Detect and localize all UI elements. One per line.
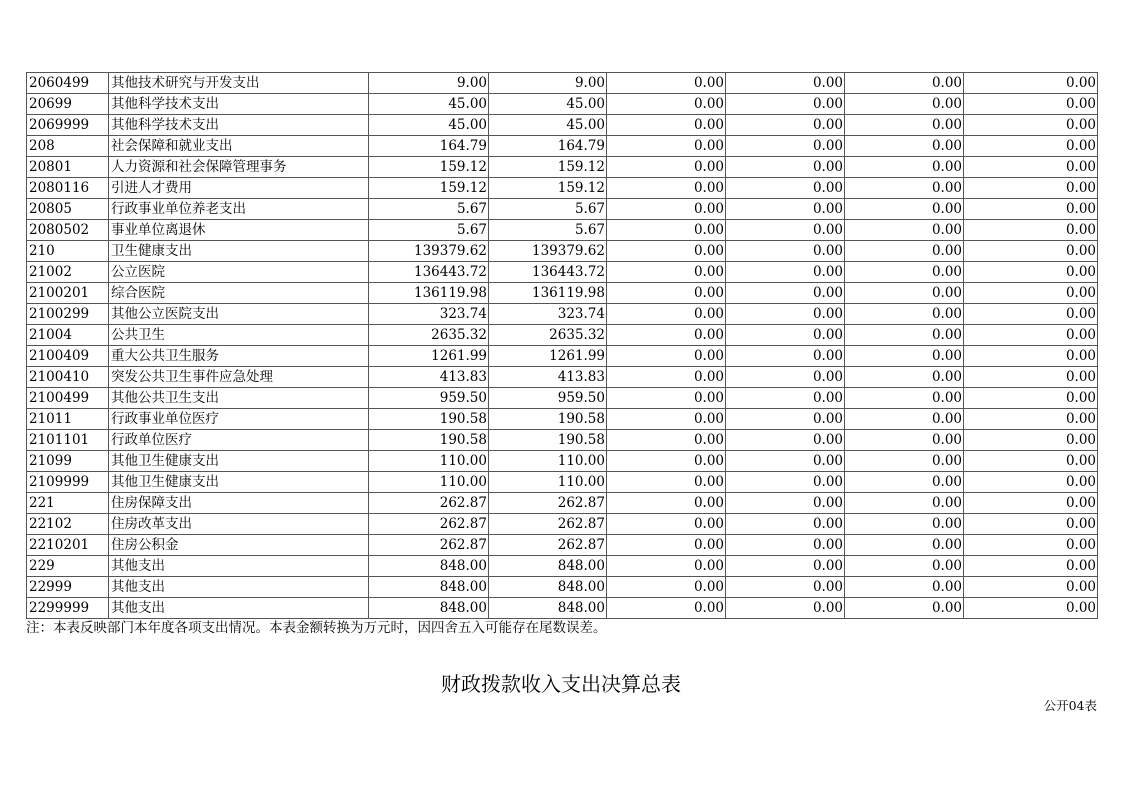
amount-cell-2: 5.67 <box>489 199 607 220</box>
amount-cell-4: 0.00 <box>726 136 845 157</box>
subject-code-cell: 221 <box>27 493 109 514</box>
amount-cell-3: 0.00 <box>607 556 726 577</box>
amount-cell-3: 0.00 <box>607 535 726 556</box>
amount-cell-1: 136119.98 <box>369 283 489 304</box>
table-row <box>27 199 1098 220</box>
amount-cell-6: 0.00 <box>964 283 1098 304</box>
amount-cell-3: 0.00 <box>607 304 726 325</box>
amount-cell-4: 0.00 <box>726 514 845 535</box>
amount-cell-4: 0.00 <box>726 388 845 409</box>
table-row <box>27 409 1098 430</box>
amount-cell-5: 0.00 <box>845 115 964 136</box>
table-row <box>27 367 1098 388</box>
amount-cell-2: 159.12 <box>489 157 607 178</box>
amount-cell-1: 110.00 <box>369 451 489 472</box>
subject-name-cell: 公立医院 <box>109 262 369 283</box>
amount-cell-1: 262.87 <box>369 493 489 514</box>
subject-name-cell: 住房保障支出 <box>109 493 369 514</box>
amount-cell-5: 0.00 <box>845 598 964 619</box>
table-row <box>27 262 1098 283</box>
subject-name-cell: 其他支出 <box>109 556 369 577</box>
amount-cell-2: 1261.99 <box>489 346 607 367</box>
table-row <box>27 136 1098 157</box>
amount-cell-5: 0.00 <box>845 367 964 388</box>
subject-code-cell: 21002 <box>27 262 109 283</box>
subject-name-cell: 其他科学技术支出 <box>109 94 369 115</box>
subject-name-cell: 行政单位医疗 <box>109 430 369 451</box>
subject-code-cell: 2069999 <box>27 115 109 136</box>
subject-code-cell: 20805 <box>27 199 109 220</box>
amount-cell-3: 0.00 <box>607 178 726 199</box>
amount-cell-3: 0.00 <box>607 262 726 283</box>
amount-cell-6: 0.00 <box>964 262 1098 283</box>
amount-cell-1: 9.00 <box>369 73 489 94</box>
amount-cell-6: 0.00 <box>964 136 1098 157</box>
amount-cell-5: 0.00 <box>845 304 964 325</box>
amount-cell-4: 0.00 <box>726 199 845 220</box>
amount-cell-5: 0.00 <box>845 73 964 94</box>
table-row <box>27 514 1098 535</box>
table-row <box>27 598 1098 619</box>
amount-cell-3: 0.00 <box>607 157 726 178</box>
amount-cell-6: 0.00 <box>964 325 1098 346</box>
amount-cell-4: 0.00 <box>726 241 845 262</box>
amount-cell-5: 0.00 <box>845 493 964 514</box>
amount-cell-5: 0.00 <box>845 94 964 115</box>
amount-cell-2: 413.83 <box>489 367 607 388</box>
subject-name-cell: 其他科学技术支出 <box>109 115 369 136</box>
subject-code-cell: 20699 <box>27 94 109 115</box>
amount-cell-6: 0.00 <box>964 472 1098 493</box>
amount-cell-1: 848.00 <box>369 556 489 577</box>
amount-cell-6: 0.00 <box>964 535 1098 556</box>
amount-cell-3: 0.00 <box>607 367 726 388</box>
table-row <box>27 283 1098 304</box>
amount-cell-2: 139379.62 <box>489 241 607 262</box>
subject-code-cell: 2100409 <box>27 346 109 367</box>
amount-cell-6: 0.00 <box>964 598 1098 619</box>
amount-cell-1: 262.87 <box>369 535 489 556</box>
amount-cell-4: 0.00 <box>726 346 845 367</box>
subject-code-cell: 2210201 <box>27 535 109 556</box>
subject-code-cell: 208 <box>27 136 109 157</box>
amount-cell-6: 0.00 <box>964 451 1098 472</box>
subject-code-cell: 21004 <box>27 325 109 346</box>
subject-name-cell: 行政事业单位医疗 <box>109 409 369 430</box>
table-row <box>27 241 1098 262</box>
subject-code-cell: 229 <box>27 556 109 577</box>
amount-cell-5: 0.00 <box>845 220 964 241</box>
table-number-label: 公开04表 <box>1043 698 1097 713</box>
subject-name-cell: 公共卫生 <box>109 325 369 346</box>
amount-cell-2: 164.79 <box>489 136 607 157</box>
subject-code-cell: 2109999 <box>27 472 109 493</box>
subject-name-cell: 综合医院 <box>109 283 369 304</box>
subject-name-cell: 重大公共卫生服务 <box>109 346 369 367</box>
amount-cell-4: 0.00 <box>726 409 845 430</box>
amount-cell-4: 0.00 <box>726 451 845 472</box>
subject-name-cell: 其他支出 <box>109 577 369 598</box>
amount-cell-5: 0.00 <box>845 136 964 157</box>
table-row <box>27 73 1098 94</box>
table-footnote: 注：本表反映部门本年度各项支出情况。本表金额转换为万元时，因四舍五入可能存在尾数误差。 <box>26 620 607 636</box>
amount-cell-5: 0.00 <box>845 346 964 367</box>
amount-cell-2: 959.50 <box>489 388 607 409</box>
table-row <box>27 325 1098 346</box>
amount-cell-3: 0.00 <box>607 430 726 451</box>
amount-cell-2: 45.00 <box>489 94 607 115</box>
subject-name-cell: 行政事业单位养老支出 <box>109 199 369 220</box>
subject-code-cell: 2100499 <box>27 388 109 409</box>
amount-cell-6: 0.00 <box>964 178 1098 199</box>
amount-cell-3: 0.00 <box>607 115 726 136</box>
subject-code-cell: 20801 <box>27 157 109 178</box>
amount-cell-2: 262.87 <box>489 535 607 556</box>
subject-name-cell: 引进人才费用 <box>109 178 369 199</box>
table-row <box>27 430 1098 451</box>
subject-name-cell: 其他技术研究与开发支出 <box>109 73 369 94</box>
amount-cell-6: 0.00 <box>964 409 1098 430</box>
table-row <box>27 304 1098 325</box>
amount-cell-1: 1261.99 <box>369 346 489 367</box>
amount-cell-4: 0.00 <box>726 178 845 199</box>
amount-cell-6: 0.00 <box>964 94 1098 115</box>
amount-cell-5: 0.00 <box>845 241 964 262</box>
amount-cell-2: 262.87 <box>489 514 607 535</box>
amount-cell-2: 190.58 <box>489 409 607 430</box>
amount-cell-2: 136119.98 <box>489 283 607 304</box>
table-row <box>27 388 1098 409</box>
amount-cell-5: 0.00 <box>845 199 964 220</box>
amount-cell-5: 0.00 <box>845 556 964 577</box>
amount-cell-2: 848.00 <box>489 577 607 598</box>
amount-cell-2: 5.67 <box>489 220 607 241</box>
amount-cell-3: 0.00 <box>607 199 726 220</box>
amount-cell-2: 9.00 <box>489 73 607 94</box>
amount-cell-2: 323.74 <box>489 304 607 325</box>
amount-cell-2: 262.87 <box>489 493 607 514</box>
amount-cell-3: 0.00 <box>607 220 726 241</box>
amount-cell-4: 0.00 <box>726 115 845 136</box>
subject-code-cell: 2080502 <box>27 220 109 241</box>
amount-cell-1: 159.12 <box>369 178 489 199</box>
table-row <box>27 451 1098 472</box>
amount-cell-6: 0.00 <box>964 577 1098 598</box>
amount-cell-3: 0.00 <box>607 241 726 262</box>
subject-code-cell: 2100201 <box>27 283 109 304</box>
amount-cell-4: 0.00 <box>726 325 845 346</box>
amount-cell-1: 262.87 <box>369 514 489 535</box>
amount-cell-1: 2635.32 <box>369 325 489 346</box>
amount-cell-5: 0.00 <box>845 178 964 199</box>
table-row <box>27 472 1098 493</box>
next-table-title: 财政拨款收入支出决算总表 <box>441 672 681 696</box>
amount-cell-1: 323.74 <box>369 304 489 325</box>
amount-cell-4: 0.00 <box>726 262 845 283</box>
amount-cell-6: 0.00 <box>964 199 1098 220</box>
table-row <box>27 493 1098 514</box>
amount-cell-1: 159.12 <box>369 157 489 178</box>
table-row <box>27 535 1098 556</box>
subject-name-cell: 事业单位离退休 <box>109 220 369 241</box>
amount-cell-6: 0.00 <box>964 367 1098 388</box>
subject-name-cell: 其他卫生健康支出 <box>109 472 369 493</box>
amount-cell-5: 0.00 <box>845 409 964 430</box>
subject-name-cell: 其他支出 <box>109 598 369 619</box>
amount-cell-6: 0.00 <box>964 241 1098 262</box>
amount-cell-4: 0.00 <box>726 472 845 493</box>
amount-cell-1: 959.50 <box>369 388 489 409</box>
amount-cell-1: 45.00 <box>369 115 489 136</box>
amount-cell-3: 0.00 <box>607 472 726 493</box>
subject-code-cell: 2100410 <box>27 367 109 388</box>
subject-code-cell: 22102 <box>27 514 109 535</box>
amount-cell-1: 139379.62 <box>369 241 489 262</box>
amount-cell-3: 0.00 <box>607 346 726 367</box>
amount-cell-5: 0.00 <box>845 430 964 451</box>
amount-cell-6: 0.00 <box>964 556 1098 577</box>
subject-name-cell: 其他公共卫生支出 <box>109 388 369 409</box>
amount-cell-2: 110.00 <box>489 472 607 493</box>
subject-name-cell: 住房改革支出 <box>109 514 369 535</box>
amount-cell-3: 0.00 <box>607 388 726 409</box>
amount-cell-1: 848.00 <box>369 577 489 598</box>
expenditure-table <box>26 72 1098 619</box>
amount-cell-4: 0.00 <box>726 304 845 325</box>
amount-cell-3: 0.00 <box>607 493 726 514</box>
amount-cell-3: 0.00 <box>607 451 726 472</box>
subject-name-cell: 住房公积金 <box>109 535 369 556</box>
amount-cell-3: 0.00 <box>607 577 726 598</box>
table-row <box>27 94 1098 115</box>
subject-name-cell: 其他公立医院支出 <box>109 304 369 325</box>
amount-cell-3: 0.00 <box>607 514 726 535</box>
amount-cell-1: 110.00 <box>369 472 489 493</box>
amount-cell-5: 0.00 <box>845 157 964 178</box>
amount-cell-1: 848.00 <box>369 598 489 619</box>
amount-cell-4: 0.00 <box>726 535 845 556</box>
subject-code-cell: 2080116 <box>27 178 109 199</box>
amount-cell-5: 0.00 <box>845 577 964 598</box>
amount-cell-4: 0.00 <box>726 283 845 304</box>
amount-cell-1: 190.58 <box>369 430 489 451</box>
amount-cell-1: 5.67 <box>369 199 489 220</box>
amount-cell-4: 0.00 <box>726 157 845 178</box>
subject-name-cell: 社会保障和就业支出 <box>109 136 369 157</box>
amount-cell-2: 159.12 <box>489 178 607 199</box>
subject-code-cell: 21099 <box>27 451 109 472</box>
amount-cell-4: 0.00 <box>726 367 845 388</box>
amount-cell-1: 136443.72 <box>369 262 489 283</box>
amount-cell-2: 45.00 <box>489 115 607 136</box>
table-row <box>27 556 1098 577</box>
amount-cell-6: 0.00 <box>964 493 1098 514</box>
table-row <box>27 346 1098 367</box>
subject-code-cell: 210 <box>27 241 109 262</box>
amount-cell-4: 0.00 <box>726 577 845 598</box>
amount-cell-6: 0.00 <box>964 115 1098 136</box>
amount-cell-2: 848.00 <box>489 556 607 577</box>
amount-cell-6: 0.00 <box>964 220 1098 241</box>
subject-code-cell: 2101101 <box>27 430 109 451</box>
amount-cell-5: 0.00 <box>845 514 964 535</box>
amount-cell-4: 0.00 <box>726 556 845 577</box>
amount-cell-4: 0.00 <box>726 430 845 451</box>
amount-cell-6: 0.00 <box>964 514 1098 535</box>
amount-cell-6: 0.00 <box>964 346 1098 367</box>
table-row <box>27 115 1098 136</box>
amount-cell-3: 0.00 <box>607 73 726 94</box>
amount-cell-5: 0.00 <box>845 451 964 472</box>
subject-code-cell: 2060499 <box>27 73 109 94</box>
amount-cell-4: 0.00 <box>726 73 845 94</box>
subject-code-cell: 22999 <box>27 577 109 598</box>
amount-cell-4: 0.00 <box>726 493 845 514</box>
amount-cell-4: 0.00 <box>726 598 845 619</box>
amount-cell-6: 0.00 <box>964 157 1098 178</box>
table-row <box>27 178 1098 199</box>
amount-cell-2: 110.00 <box>489 451 607 472</box>
table-row <box>27 220 1098 241</box>
amount-cell-6: 0.00 <box>964 73 1098 94</box>
amount-cell-1: 190.58 <box>369 409 489 430</box>
amount-cell-3: 0.00 <box>607 136 726 157</box>
subject-name-cell: 突发公共卫生事件应急处理 <box>109 367 369 388</box>
subject-code-cell: 2100299 <box>27 304 109 325</box>
amount-cell-4: 0.00 <box>726 220 845 241</box>
subject-code-cell: 2299999 <box>27 598 109 619</box>
amount-cell-2: 190.58 <box>489 430 607 451</box>
amount-cell-5: 0.00 <box>845 283 964 304</box>
amount-cell-6: 0.00 <box>964 304 1098 325</box>
amount-cell-5: 0.00 <box>845 325 964 346</box>
amount-cell-1: 413.83 <box>369 367 489 388</box>
subject-code-cell: 21011 <box>27 409 109 430</box>
amount-cell-2: 2635.32 <box>489 325 607 346</box>
amount-cell-3: 0.00 <box>607 598 726 619</box>
amount-cell-3: 0.00 <box>607 94 726 115</box>
amount-cell-1: 45.00 <box>369 94 489 115</box>
amount-cell-1: 5.67 <box>369 220 489 241</box>
amount-cell-4: 0.00 <box>726 94 845 115</box>
amount-cell-2: 848.00 <box>489 598 607 619</box>
subject-name-cell: 其他卫生健康支出 <box>109 451 369 472</box>
amount-cell-6: 0.00 <box>964 388 1098 409</box>
table-row <box>27 577 1098 598</box>
amount-cell-3: 0.00 <box>607 283 726 304</box>
amount-cell-5: 0.00 <box>845 388 964 409</box>
amount-cell-6: 0.00 <box>964 430 1098 451</box>
subject-name-cell: 人力资源和社会保障管理事务 <box>109 157 369 178</box>
amount-cell-3: 0.00 <box>607 409 726 430</box>
amount-cell-5: 0.00 <box>845 472 964 493</box>
amount-cell-5: 0.00 <box>845 262 964 283</box>
amount-cell-1: 164.79 <box>369 136 489 157</box>
amount-cell-2: 136443.72 <box>489 262 607 283</box>
table-row <box>27 157 1098 178</box>
subject-name-cell: 卫生健康支出 <box>109 241 369 262</box>
amount-cell-5: 0.00 <box>845 535 964 556</box>
table-body <box>27 73 1098 619</box>
amount-cell-3: 0.00 <box>607 325 726 346</box>
